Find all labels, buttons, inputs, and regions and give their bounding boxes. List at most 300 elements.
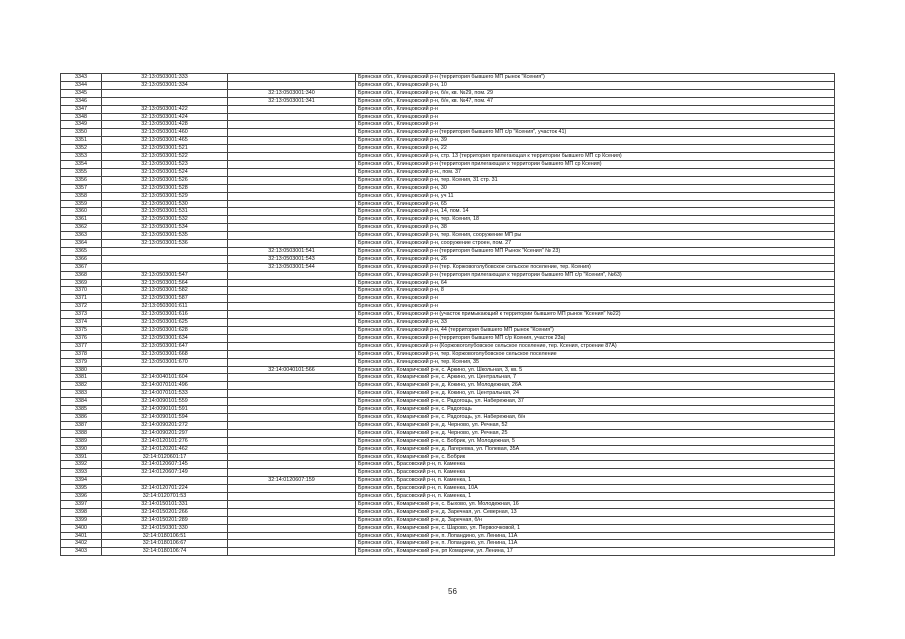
cadastral-number-alt-cell	[228, 342, 356, 350]
cadastral-number-cell	[102, 366, 228, 374]
table-row	[61, 271, 835, 279]
table-row	[61, 334, 835, 342]
address-cell: Брянская обл., Клинцовский р-н	[356, 105, 835, 113]
table-row	[61, 145, 835, 153]
cadastral-number-cell: 32:13:0503001:422	[102, 105, 228, 113]
row-number-cell: 3400	[61, 524, 102, 532]
table-row	[61, 390, 835, 398]
row-number-cell: 3399	[61, 516, 102, 524]
address-cell: Брянская обл., Клинцовский р-н (территория бывшего МП с/р Ксения, участок 23а)	[356, 334, 835, 342]
cadastral-number-alt-cell	[228, 129, 356, 137]
row-number-cell: 3391	[61, 453, 102, 461]
cadastral-number-cell: 32:14:0180106:74	[102, 548, 228, 556]
cadastral-number-cell: 32:13:0503001:523	[102, 160, 228, 168]
cadastral-number-cell: 32:14:0120607:145	[102, 461, 228, 469]
row-number-cell: 3378	[61, 350, 102, 358]
cadastral-number-alt-cell	[228, 279, 356, 287]
address-cell: Брянская обл., Клинцовский р-н, тер. Ксения, 31 стр. 31	[356, 176, 835, 184]
table-row	[61, 477, 835, 485]
address-cell: Брянская обл., Клинцовский р-н, 65	[356, 200, 835, 208]
row-number-cell: 3366	[61, 255, 102, 263]
cadastral-number-alt-cell	[228, 382, 356, 390]
table-row	[61, 184, 835, 192]
cadastral-number-cell: 32:13:0503001:532	[102, 216, 228, 224]
table-row	[61, 74, 835, 82]
row-number-cell: 3368	[61, 271, 102, 279]
row-number-cell: 3403	[61, 548, 102, 556]
row-number-cell: 3397	[61, 500, 102, 508]
row-number-cell: 3363	[61, 232, 102, 240]
cadastral-number-cell: 32:13:0503001:668	[102, 350, 228, 358]
cadastral-number-cell: 32:14:0150201:266	[102, 508, 228, 516]
cadastral-number-alt-cell	[228, 437, 356, 445]
cadastral-number-cell: 32:14:0070101:533	[102, 390, 228, 398]
table-row	[61, 232, 835, 240]
address-cell: Брянская обл., Клинцовский р-н, 30	[356, 184, 835, 192]
address-cell: Брянская обл., Клинцовский р-н, 38	[356, 224, 835, 232]
row-number-cell: 3387	[61, 421, 102, 429]
cadastral-number-cell: 32:14:0150301:330	[102, 524, 228, 532]
cadastral-number-alt-cell	[228, 105, 356, 113]
table-row	[61, 485, 835, 493]
cadastral-number-cell: 32:13:0503001:611	[102, 303, 228, 311]
cadastral-number-cell: 32:13:0503001:628	[102, 327, 228, 335]
cadastral-number-alt-cell	[228, 453, 356, 461]
address-cell: Брянская обл., Клинцовский р-н, сооружение строен, пом. 27	[356, 240, 835, 248]
table-row	[61, 240, 835, 248]
address-cell: Брянская обл., Клинцовский р-н (территория бывшего МП с/р "Ксения", участок 41)	[356, 129, 835, 137]
address-cell: Брянская обл., Клинцовский р-н (территория бывшего МП рынок "Ксения")	[356, 74, 835, 82]
table-row	[61, 406, 835, 414]
cadastral-number-alt-cell	[228, 137, 356, 145]
cadastral-number-alt-cell	[228, 548, 356, 556]
cadastral-number-alt-cell	[228, 485, 356, 493]
table-row	[61, 421, 835, 429]
row-number-cell: 3343	[61, 74, 102, 82]
table-row	[61, 192, 835, 200]
cadastral-number-alt-cell	[228, 516, 356, 524]
cadastral-number-cell: 32:13:0503001:587	[102, 295, 228, 303]
table-row	[61, 319, 835, 327]
row-number-cell: 3398	[61, 508, 102, 516]
address-cell: Брянская обл., Клинцовский р-н (территория прилегающая к территории бывшего МП ср Ксения)	[356, 160, 835, 168]
cadastral-number-cell: 32:13:0503001:531	[102, 208, 228, 216]
cadastral-number-alt-cell	[228, 500, 356, 508]
cadastral-number-cell: 32:13:0503001:521	[102, 145, 228, 153]
row-number-cell: 3353	[61, 153, 102, 161]
cadastral-number-alt-cell	[228, 232, 356, 240]
table-row	[61, 516, 835, 524]
cadastral-number-cell: 32:13:0503001:547	[102, 271, 228, 279]
table-row	[61, 413, 835, 421]
table-row	[61, 81, 835, 89]
row-number-cell: 3401	[61, 532, 102, 540]
table-row	[61, 500, 835, 508]
table-row	[61, 113, 835, 121]
row-number-cell: 3389	[61, 437, 102, 445]
table-row	[61, 532, 835, 540]
cadastral-number-alt-cell	[228, 406, 356, 414]
address-cell: Брянская обл., Комаричский р-н, д. Черново, ул. Речная, 52	[356, 421, 835, 429]
row-number-cell: 3373	[61, 311, 102, 319]
cadastral-number-alt-cell	[228, 176, 356, 184]
table-row	[61, 453, 835, 461]
table-row	[61, 89, 835, 97]
row-number-cell: 3345	[61, 89, 102, 97]
table-row	[61, 303, 835, 311]
table-row	[61, 358, 835, 366]
cadastral-number-alt-cell	[228, 374, 356, 382]
table-row	[61, 311, 835, 319]
address-cell: Брянская обл., Клинцовский р-н, 39	[356, 137, 835, 145]
table-row	[61, 445, 835, 453]
row-number-cell: 3355	[61, 168, 102, 176]
row-number-cell: 3354	[61, 160, 102, 168]
cadastral-number-cell: 32:14:0150201:289	[102, 516, 228, 524]
table-row	[61, 382, 835, 390]
address-cell: Брянская обл., Клинцовский р-н, стр. 13 (территория прилегающая к территории бывшего МП ср Ксения)	[356, 153, 835, 161]
address-cell: Брянская обл., Комаричский р-н, д. Кокино, ул. Молодежная, 26А	[356, 382, 835, 390]
table-row	[61, 327, 835, 335]
cadastral-number-alt-cell	[228, 540, 356, 548]
row-number-cell: 3374	[61, 319, 102, 327]
cadastral-number-cell	[102, 89, 228, 97]
row-number-cell: 3359	[61, 200, 102, 208]
row-number-cell: 3360	[61, 208, 102, 216]
cadastral-number-cell: 32:14:0090101:594	[102, 413, 228, 421]
address-cell: Брянская обл., Комаричский р-н, с. Радогощь, ул. Набережная, б/н	[356, 413, 835, 421]
address-cell: Брянская обл., Комаричский р-н, д. Заречная, б/н	[356, 516, 835, 524]
cadastral-number-cell: 32:14:0180106:67	[102, 540, 228, 548]
address-cell: Брянская обл., Клинцовский р-н, 14, пом. 14	[356, 208, 835, 216]
cadastral-number-alt-cell	[228, 358, 356, 366]
cadastral-number-alt-cell	[228, 319, 356, 327]
row-number-cell: 3370	[61, 287, 102, 295]
row-number-cell: 3350	[61, 129, 102, 137]
table-row	[61, 287, 835, 295]
address-cell: Брянская обл., Брасовский р-н, п. Каменка	[356, 461, 835, 469]
address-cell: Брянская обл., Клинцовский р-н, тер. Ксения, 35	[356, 358, 835, 366]
row-number-cell: 3369	[61, 279, 102, 287]
cadastral-number-cell: 32:13:0503001:564	[102, 279, 228, 287]
address-cell: Брянская обл., Клинцовский р-н, 26	[356, 255, 835, 263]
address-cell: Брянская обл., Клинцовский р-н, 10	[356, 81, 835, 89]
cadastral-number-cell: 32:13:0503001:522	[102, 153, 228, 161]
cadastral-number-cell: 32:13:0503001:536	[102, 240, 228, 248]
cadastral-number-alt-cell: 32:13:0503001:543	[228, 255, 356, 263]
property-register-table	[60, 73, 835, 556]
cadastral-number-alt-cell	[228, 334, 356, 342]
row-number-cell: 3377	[61, 342, 102, 350]
row-number-cell: 3381	[61, 374, 102, 382]
address-cell: Брянская обл., Клинцовский р-н (Коржовоголубовское сельское поселение, тер. Ксения, строение 87А)	[356, 342, 835, 350]
row-number-cell: 3361	[61, 216, 102, 224]
table-row	[61, 493, 835, 501]
row-number-cell: 3382	[61, 382, 102, 390]
cadastral-number-alt-cell: 32:13:0503001:341	[228, 97, 356, 105]
row-number-cell: 3396	[61, 493, 102, 501]
cadastral-number-cell: 32:13:0503001:524	[102, 168, 228, 176]
cadastral-number-alt-cell	[228, 398, 356, 406]
cadastral-number-cell	[102, 477, 228, 485]
cadastral-number-cell: 32:13:0503001:647	[102, 342, 228, 350]
cadastral-number-cell: 32:14:0120701:53	[102, 493, 228, 501]
row-number-cell: 3383	[61, 390, 102, 398]
address-cell: Брянская обл., Комаричский р-н, с. Аркино, ул. Школьная, 3, кв. 5	[356, 366, 835, 374]
address-cell: Брянская обл., Клинцовский р-н, 44 (территория бывшего МП рынок "Ксения")	[356, 327, 835, 335]
cadastral-number-alt-cell	[228, 311, 356, 319]
cadastral-number-cell	[102, 255, 228, 263]
table-row	[61, 97, 835, 105]
row-number-cell: 3393	[61, 469, 102, 477]
cadastral-number-cell: 32:14:0120101:276	[102, 437, 228, 445]
cadastral-number-alt-cell	[228, 295, 356, 303]
address-cell: Брянская обл., Комаричский р-н, п. Лопандино, ул. Ленина, 11А	[356, 532, 835, 540]
table-row	[61, 461, 835, 469]
row-number-cell: 3395	[61, 485, 102, 493]
row-number-cell: 3402	[61, 540, 102, 548]
row-number-cell: 3385	[61, 406, 102, 414]
cadastral-number-alt-cell	[228, 461, 356, 469]
cadastral-number-alt-cell	[228, 413, 356, 421]
row-number-cell: 3380	[61, 366, 102, 374]
address-cell: Брянская обл., Комаричский р-н, д. Черново, ул. Речная, 25	[356, 429, 835, 437]
cadastral-number-alt-cell	[228, 524, 356, 532]
cadastral-number-cell: 32:13:0503001:535	[102, 232, 228, 240]
table-row	[61, 366, 835, 374]
cadastral-number-cell: 32:14:0040101:604	[102, 374, 228, 382]
cadastral-number-alt-cell: 32:13:0503001:340	[228, 89, 356, 97]
row-number-cell: 3346	[61, 97, 102, 105]
row-number-cell: 3379	[61, 358, 102, 366]
cadastral-number-cell: 32:14:0120601:17	[102, 453, 228, 461]
table-row	[61, 469, 835, 477]
cadastral-number-alt-cell: 32:14:0040101:566	[228, 366, 356, 374]
cadastral-number-alt-cell	[228, 160, 356, 168]
row-number-cell: 3394	[61, 477, 102, 485]
cadastral-number-alt-cell	[228, 445, 356, 453]
address-cell: Брянская обл., Брасовский р-н, п. Каменка, 10А	[356, 485, 835, 493]
row-number-cell: 3349	[61, 121, 102, 129]
table-row	[61, 295, 835, 303]
address-cell: Брянская обл., Клинцовский р-н., пом. 37	[356, 168, 835, 176]
cadastral-number-alt-cell	[228, 287, 356, 295]
address-cell: Брянская обл., Клинцовский р-н	[356, 295, 835, 303]
row-number-cell: 3390	[61, 445, 102, 453]
cadastral-number-alt-cell	[228, 532, 356, 540]
cadastral-number-cell: 32:14:0090201:272	[102, 421, 228, 429]
page-number: 56	[448, 587, 457, 596]
cadastral-number-alt-cell	[228, 224, 356, 232]
address-cell: Брянская обл., Клинцовский р-н (территория бывшего МП Рынок "Ксения" № 23)	[356, 247, 835, 255]
cadastral-number-alt-cell	[228, 121, 356, 129]
row-number-cell: 3365	[61, 247, 102, 255]
cadastral-number-cell: 32:13:0503001:526	[102, 176, 228, 184]
row-number-cell: 3344	[61, 81, 102, 89]
cadastral-number-alt-cell	[228, 184, 356, 192]
address-cell: Брянская обл., Комаричский р-н, д. Заречная, ул. Северная, 13	[356, 508, 835, 516]
cadastral-number-cell: 32:14:0090101:559	[102, 398, 228, 406]
table-row	[61, 121, 835, 129]
cadastral-number-cell	[102, 247, 228, 255]
cadastral-number-alt-cell	[228, 216, 356, 224]
cadastral-number-alt-cell	[228, 508, 356, 516]
cadastral-number-cell: 32:14:0070101:496	[102, 382, 228, 390]
address-cell: Брянская обл., Клинцовский р-н, б/н, кв. №29, пом. 29	[356, 89, 835, 97]
table-row	[61, 129, 835, 137]
cadastral-number-cell: 32:13:0503001:528	[102, 184, 228, 192]
table-row	[61, 350, 835, 358]
table-row	[61, 153, 835, 161]
cadastral-number-alt-cell	[228, 200, 356, 208]
cadastral-number-cell: 32:14:0090101:591	[102, 406, 228, 414]
cadastral-number-cell: 32:13:0503001:530	[102, 200, 228, 208]
table-row	[61, 247, 835, 255]
cadastral-number-alt-cell	[228, 303, 356, 311]
address-cell: Брянская обл., Клинцовский р-н, 8	[356, 287, 835, 295]
cadastral-number-alt-cell	[228, 271, 356, 279]
table-row	[61, 429, 835, 437]
address-cell: Брянская обл., Клинцовский р-н, 22	[356, 145, 835, 153]
cadastral-number-alt-cell	[228, 192, 356, 200]
table-row	[61, 524, 835, 532]
table-row	[61, 437, 835, 445]
cadastral-number-cell: 32:14:0120201:462	[102, 445, 228, 453]
row-number-cell: 3384	[61, 398, 102, 406]
cadastral-number-cell: 32:14:0090201:297	[102, 429, 228, 437]
table-row	[61, 263, 835, 271]
cadastral-number-alt-cell	[228, 113, 356, 121]
address-cell: Брянская обл., Клинцовский р-н, 33	[356, 319, 835, 327]
address-cell: Брянская обл., Комаричский р-н, с. Аркино, ул. Центральная, 7	[356, 374, 835, 382]
cadastral-number-alt-cell	[228, 429, 356, 437]
table-row	[61, 398, 835, 406]
table-row	[61, 508, 835, 516]
address-cell: Брянская обл., Клинцовский р-н (тер. Коржовоголубовское сельское поселение, тер. Ксения)	[356, 263, 835, 271]
address-cell: Брянская обл., Клинцовский р-н	[356, 121, 835, 129]
address-cell: Брянская обл., Комаричский р-н, п. Лопандино, ул. Ленина, 11А	[356, 540, 835, 548]
cadastral-number-cell: 32:13:0503001:534	[102, 224, 228, 232]
address-cell: Брянская обл., Комаричский р-н, с. Быхово, ул. Молодежная, 16	[356, 500, 835, 508]
row-number-cell: 3348	[61, 113, 102, 121]
table-row	[61, 342, 835, 350]
table-body	[61, 74, 835, 556]
cadastral-number-alt-cell	[228, 81, 356, 89]
table-row	[61, 208, 835, 216]
cadastral-number-cell: 32:14:0120607:149	[102, 469, 228, 477]
cadastral-number-cell: 32:13:0503001:428	[102, 121, 228, 129]
row-number-cell: 3347	[61, 105, 102, 113]
table-row	[61, 279, 835, 287]
row-number-cell: 3386	[61, 413, 102, 421]
table-row	[61, 168, 835, 176]
cadastral-number-cell: 32:13:0503001:616	[102, 311, 228, 319]
address-cell: Брянская обл., Клинцовский р-н (территория прилегающая к территории бывшего МП с/р "Ксения", №63)	[356, 271, 835, 279]
cadastral-number-cell: 32:13:0503001:529	[102, 192, 228, 200]
row-number-cell: 3358	[61, 192, 102, 200]
cadastral-number-alt-cell	[228, 153, 356, 161]
address-cell: Брянская обл., Комаричский р-н, рп Комаричи, ул. Ленина, 17	[356, 548, 835, 556]
cadastral-number-alt-cell	[228, 493, 356, 501]
cadastral-number-cell: 32:13:0503001:460	[102, 129, 228, 137]
cadastral-number-alt-cell	[228, 327, 356, 335]
address-cell: Брянская обл., Комаричский р-н, с. Радогощь, ул. Набережная, 37	[356, 398, 835, 406]
cadastral-number-cell: 32:14:0150101:331	[102, 500, 228, 508]
address-cell: Брянская обл., Комаричский р-н, с. Шарово, ул. Первоочковой, 1	[356, 524, 835, 532]
address-cell: Брянская обл., Комаричский р-н, д. Лагеревка, ул. Полевая, 35А	[356, 445, 835, 453]
address-cell: Брянская обл., Клинцовский р-н, тер. Ксения, 18	[356, 216, 835, 224]
row-number-cell: 3372	[61, 303, 102, 311]
row-number-cell: 3356	[61, 176, 102, 184]
table-row	[61, 374, 835, 382]
cadastral-number-alt-cell	[228, 74, 356, 82]
address-cell: Брянская обл., Брасовский р-н, п. Каменка, 1	[356, 477, 835, 485]
cadastral-number-cell: 32:13:0503001:333	[102, 74, 228, 82]
address-cell: Брянская обл., Комаричский р-н, с. Бобрик, ул. Молодежная, 5	[356, 437, 835, 445]
cadastral-number-cell: 32:13:0503001:465	[102, 137, 228, 145]
cadastral-number-alt-cell	[228, 469, 356, 477]
table-row	[61, 176, 835, 184]
cadastral-number-cell: 32:13:0503001:334	[102, 81, 228, 89]
address-cell: Брянская обл., Комаричский р-н, с. Радогощь	[356, 406, 835, 414]
cadastral-number-alt-cell	[228, 208, 356, 216]
row-number-cell: 3375	[61, 327, 102, 335]
table-row	[61, 200, 835, 208]
cadastral-number-alt-cell	[228, 421, 356, 429]
cadastral-number-alt-cell	[228, 168, 356, 176]
row-number-cell: 3362	[61, 224, 102, 232]
table-row	[61, 548, 835, 556]
row-number-cell: 3388	[61, 429, 102, 437]
address-cell: Брянская обл., Брасовский р-н, п. Каменка, 1	[356, 493, 835, 501]
address-cell: Брянская обл., Комаричский р-н, с. Бобрик	[356, 453, 835, 461]
row-number-cell: 3367	[61, 263, 102, 271]
table-row	[61, 105, 835, 113]
table-row	[61, 540, 835, 548]
table-row	[61, 137, 835, 145]
address-cell: Брянская обл., Комаричский р-н, д. Кокино, ул. Центральная, 24	[356, 390, 835, 398]
cadastral-number-cell: 32:13:0503001:424	[102, 113, 228, 121]
table-row	[61, 255, 835, 263]
address-cell: Брянская обл., Клинцовский р-н, 64	[356, 279, 835, 287]
row-number-cell: 3364	[61, 240, 102, 248]
cadastral-number-cell: 32:13:0503001:582	[102, 287, 228, 295]
cadastral-number-alt-cell: 32:13:0503001:544	[228, 263, 356, 271]
cadastral-number-alt-cell	[228, 145, 356, 153]
address-cell: Брянская обл., Клинцовский р-н, тер. Ксения, сооружение МП ры	[356, 232, 835, 240]
cadastral-number-cell: 32:13:0503001:670	[102, 358, 228, 366]
address-cell: Брянская обл., Клинцовский р-н, уч 11	[356, 192, 835, 200]
table-row	[61, 224, 835, 232]
cadastral-number-cell	[102, 97, 228, 105]
cadastral-number-alt-cell	[228, 240, 356, 248]
address-cell: Брянская обл., Клинцовский р-н	[356, 303, 835, 311]
table-row	[61, 160, 835, 168]
address-cell: Брянская обл., Клинцовский р-н (участок примыкающий к территории бывшего МП рынок "Ксения" №22)	[356, 311, 835, 319]
cadastral-number-alt-cell	[228, 390, 356, 398]
row-number-cell: 3371	[61, 295, 102, 303]
cadastral-number-cell: 32:14:0120701:224	[102, 485, 228, 493]
cadastral-number-cell: 32:13:0503001:634	[102, 334, 228, 342]
address-cell: Брянская обл., Клинцовский р-н	[356, 113, 835, 121]
cadastral-number-alt-cell: 32:14:0120607:159	[228, 477, 356, 485]
address-cell: Брянская обл., Клинцовский р-н, тер. Коржовоголубовское сельское поселение	[356, 350, 835, 358]
cadastral-number-cell: 32:13:0503001:625	[102, 319, 228, 327]
cadastral-number-alt-cell	[228, 350, 356, 358]
address-cell: Брянская обл., Клинцовский р-н, б/н, кв. №47, пом. 47	[356, 97, 835, 105]
row-number-cell: 3376	[61, 334, 102, 342]
cadastral-number-cell: 32:14:0180106:51	[102, 532, 228, 540]
